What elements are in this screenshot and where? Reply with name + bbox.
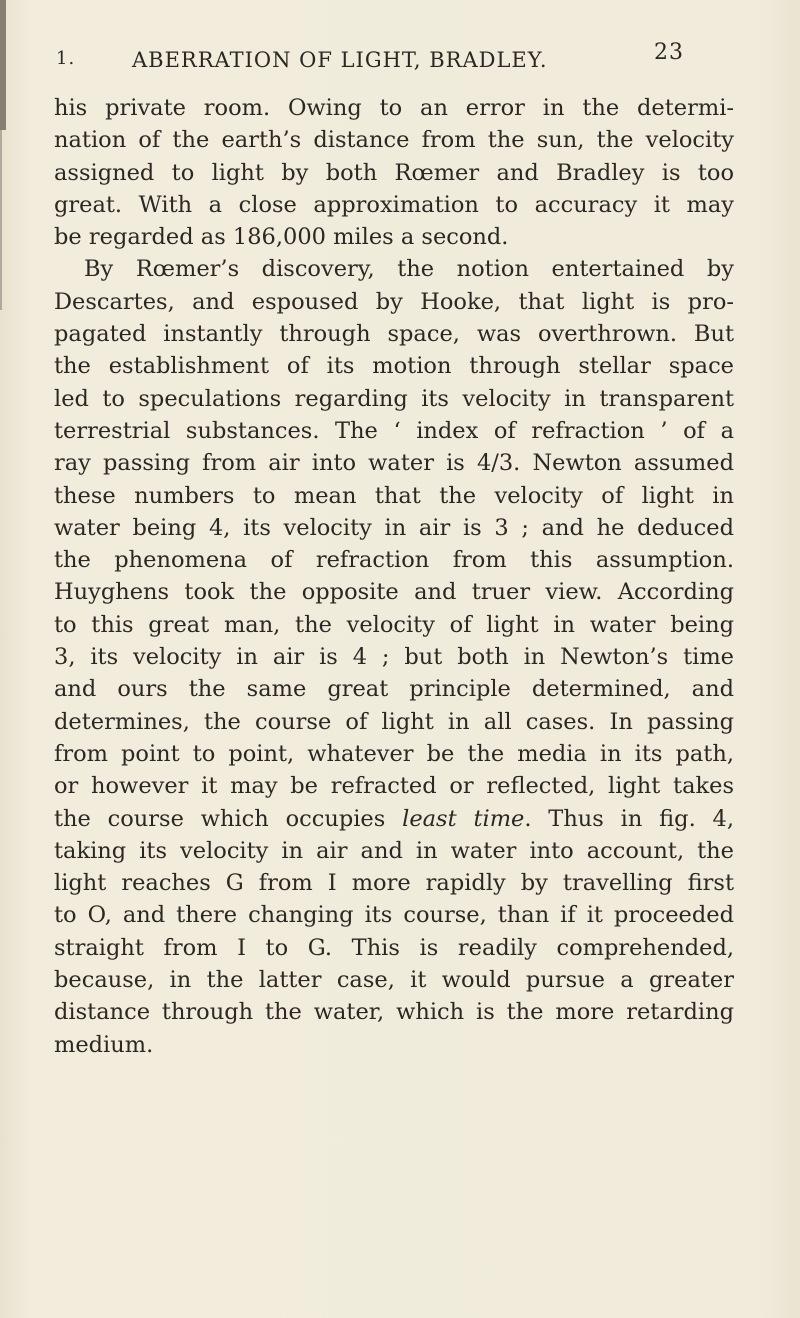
text-line: ray passing from air into water is 4/3. Newton assumed <box>54 450 734 477</box>
page-mark: 1. <box>56 48 76 69</box>
running-head-title: ABERRATION OF LIGHT, BRADLEY. <box>132 48 548 72</box>
text-line: to O, and there changing its course, than if it proceeded <box>54 902 734 929</box>
text-line: because, in the latter case, it would pursue a greater <box>54 967 734 994</box>
text-line: nation of the earth’s distance from the sun, the velocity <box>54 127 734 154</box>
text-line: determines, the course of light in all cases. In passing <box>54 708 734 735</box>
text-line: the establishment of its motion through stellar space <box>54 353 734 380</box>
text-line <box>54 803 734 835</box>
text-line: the phenomena of refraction from this assumption. <box>54 547 734 574</box>
text-line: to this great man, the velocity of light in water being <box>54 611 734 638</box>
page-number: 23 <box>654 40 684 65</box>
text-line: medium. <box>54 1031 154 1058</box>
text-line: light reaches G from I more rapidly by travelling first <box>54 870 734 897</box>
text-fragment: . Thus in fig. 4, <box>524 805 735 832</box>
text-line: be regarded as 186,000 miles a second. <box>54 224 509 251</box>
text-line: By Rœmer’s discovery, the notion entertained by <box>84 256 734 283</box>
body-text <box>54 92 734 1061</box>
text-line: his private room. Owing to an error in the determi- <box>54 95 734 121</box>
text-line: water being 4, its velocity in air is 3 ; and he deduced <box>54 514 734 541</box>
text-line: or however it may be refracted or reflected, light takes <box>54 773 734 800</box>
text-line: distance through the water, which is the more retarding <box>54 999 734 1026</box>
text-line: great. With a close approximation to accuracy it may <box>54 191 734 218</box>
text-line: assigned to light by both Rœmer and Bradley is too <box>54 159 734 186</box>
text-line: straight from I to G. This is readily comprehended, <box>54 934 734 961</box>
text-line: led to speculations regarding its velocity in transparent <box>54 385 734 412</box>
binding-shadow <box>0 0 6 130</box>
text-line: terrestrial substances. The ‘ index of refraction ’ of a <box>54 417 734 444</box>
running-head <box>56 40 736 78</box>
text-line: pagated instantly through space, was overthrown. But <box>54 321 734 348</box>
text-line: these numbers to mean that the velocity of light in <box>54 482 734 509</box>
text-line: taking its velocity in air and in water into account, the <box>54 837 734 864</box>
binding-shadow-lower <box>0 130 2 310</box>
text-line: and ours the same great principle determined, and <box>54 676 734 703</box>
text-fragment: the course which occupies <box>54 805 386 832</box>
emphasis-least-time: least time <box>402 805 525 832</box>
text-line: 3, its velocity in air is 4 ; but both in Newton’s time <box>54 644 734 671</box>
text-line: Huyghens took the opposite and truer view. According <box>54 579 734 606</box>
text-line: Descartes, and espoused by Hooke, that light is pro- <box>54 288 734 315</box>
text-line: from point to point, whatever be the media in its path, <box>54 740 734 767</box>
